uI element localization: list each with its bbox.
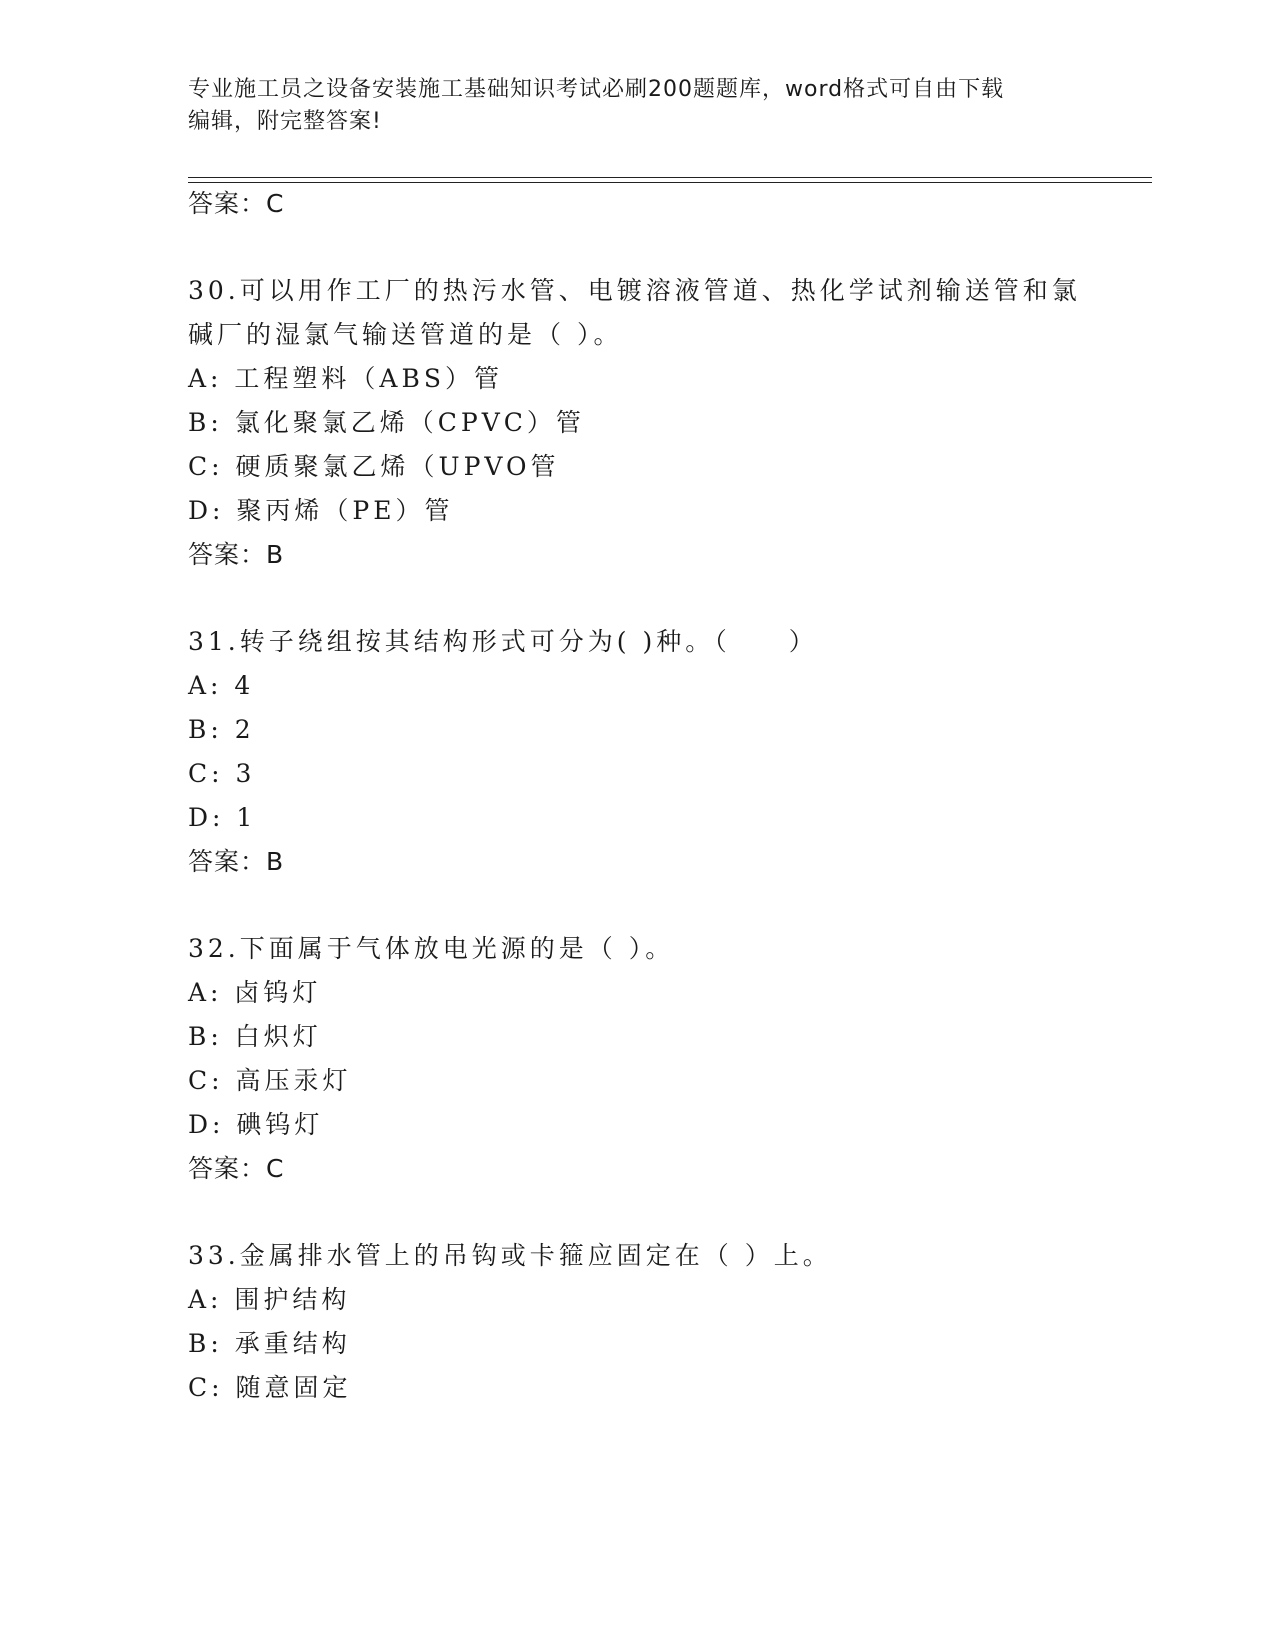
question-31-option-d: D: 1 bbox=[188, 803, 257, 832]
question-30-answer: 答案：B bbox=[188, 540, 285, 569]
question-31-option-c: C: 3 bbox=[188, 759, 256, 788]
question-31-option-b: B: 2 bbox=[188, 715, 255, 744]
question-30-option-d: D: 聚丙烯（PE）管 bbox=[188, 496, 454, 525]
question-30-option-b: B: 氯化聚氯乙烯（CPVC）管 bbox=[188, 408, 585, 437]
question-31-option-a: A: 4 bbox=[188, 671, 255, 700]
question-33-option-b: B: 承重结构 bbox=[188, 1329, 351, 1358]
question-32-option-b: B: 白炽灯 bbox=[188, 1022, 322, 1051]
question-32-answer: 答案：C bbox=[188, 1154, 285, 1183]
question-30-option-a: A: 工程塑料（ABS）管 bbox=[188, 364, 503, 393]
question-31-stem-line-1: 31.转子绕组按其结构形式可分为( )种。（ ） bbox=[188, 627, 818, 656]
question-32-stem-line-1: 32.下面属于气体放电光源的是（ ）。 bbox=[188, 934, 675, 963]
header-line-2: 编辑，附完整答案! bbox=[188, 109, 382, 134]
header-divider-bottom bbox=[188, 182, 1152, 183]
question-30-stem-line-1: 30.可以用作工厂的热污水管、电镀溶液管道、热化学试剂输送管和氯 bbox=[188, 276, 1081, 305]
question-33-option-c: C: 随意固定 bbox=[188, 1373, 352, 1402]
answer-previous: 答案：C bbox=[188, 189, 285, 218]
question-32-option-a: A: 卤钨灯 bbox=[188, 978, 322, 1007]
question-30-stem-line-2: 碱厂的湿氯气输送管道的是（ ）。 bbox=[188, 320, 623, 349]
header-divider-top bbox=[188, 177, 1152, 178]
header-line-1: 专业施工员之设备安装施工基础知识考试必刷200题题库，word格式可自由下载 bbox=[188, 77, 1005, 102]
question-30-option-c: C: 硬质聚氯乙烯（UPVO管 bbox=[188, 452, 560, 481]
question-32-option-d: D: 碘钨灯 bbox=[188, 1110, 324, 1139]
question-33-stem-line-1: 33.金属排水管上的吊钩或卡箍应固定在（ ）上。 bbox=[188, 1241, 832, 1270]
question-33-option-a: A: 围护结构 bbox=[188, 1285, 351, 1314]
document-header bbox=[188, 74, 1078, 138]
question-32-option-c: C: 高压汞灯 bbox=[188, 1066, 352, 1095]
question-31-answer: 答案：B bbox=[188, 847, 285, 876]
